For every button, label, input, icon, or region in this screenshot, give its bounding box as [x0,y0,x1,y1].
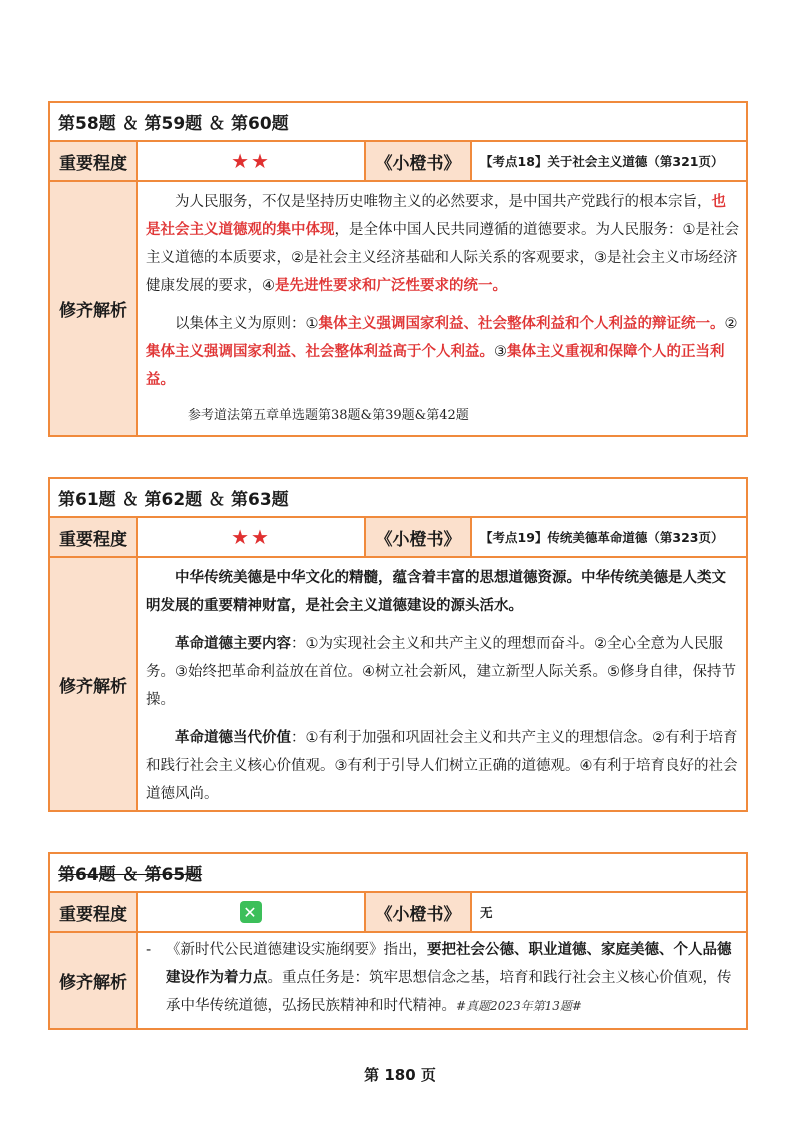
text-normal: ② [724,316,738,332]
book-reference: 【考点18】关于社会主义道德（第321页） [480,154,724,169]
book-label: 《小橙书》 [366,893,472,931]
text-normal: ③ [494,344,507,360]
importance-label: 重要程度 [50,518,138,556]
analysis-row [50,556,746,810]
card-title: 第61题 ＆ 第62题 ＆ 第63题 [58,490,289,510]
bullet-dash: - [146,942,152,958]
text-heading: 要把社会公德、职业道德、家庭美德、个人品德建设作为着力点 [166,942,732,986]
question-card-64-65 [48,852,748,1030]
analysis-paragraph: 中华传统美德是中华文化的精髓，蕴含着丰富的思想道德资源。中华传统美德是人类文明发展的重要精神财富，是社会主义道德建设的源头活水。 [146,570,726,614]
analysis-paragraph [166,936,740,1020]
analysis-label: 修齐解析 [50,933,138,1028]
text-normal: 。重点任务是：筑牢思想信念之基，培育和践行社会主义核心价值观，传承中华传统道德，弘扬民族精神和时代精神。 [166,970,732,1014]
text-heading: 革命道德主要内容 [175,636,291,652]
analysis-paragraph [146,630,740,714]
analysis-paragraph [146,310,740,394]
page-number: 第 180 页 [364,1066,436,1084]
text-normal: ：①有利于加强和巩固社会主义和共产主义的理想信念。②有利于培育和践行社会主义核心价值观。③有利于引导人们树立正确的道德观。④有利于培育良好的社会道德风尚。 [146,730,738,802]
book-label: 《小橙书》 [366,518,472,556]
cross-mark-icon: ✕ [240,901,262,923]
reference-note: 参考道法第五章单选题第38题&第39题&第42题 [188,408,469,423]
text-normal: ，是全体中国人民共同遵循的道德要求。为人民服务：①是社会主义道德的本质要求，②是社会主义经济基础和人际关系的客观要求，③是社会主义市场经济健康发展的要求，④ [146,222,739,294]
importance-label: 重要程度 [50,142,138,180]
analysis-content [138,933,746,1028]
card-title: 第58题 ＆ 第59题 ＆ 第60题 [58,114,289,134]
text-highlight: 是先进性要求和广泛性要求的统一。 [275,278,507,294]
importance-label: 重要程度 [50,893,138,931]
question-card-58-60 [48,101,748,437]
analysis-paragraph [146,724,740,808]
book-reference: 无 [480,905,493,920]
analysis-content [138,182,746,435]
text-normal: 以集体主义为原则：① [175,316,319,332]
book-reference: 【考点19】传统美德革命道德（第323页） [480,530,724,545]
exam-tag: #真题2023年第13题# [456,999,582,1013]
analysis-row [50,180,746,435]
text-highlight: 集体主义强调国家利益、社会整体利益和个人利益的辩证统一。 [318,316,725,332]
book-label: 《小橙书》 [366,142,472,180]
importance-status [138,893,366,931]
text-normal: 《新时代公民道德建设实施纲要》指出， [166,942,427,958]
meta-row [50,891,746,931]
text-highlight: 也是社会主义道德观的集中体现 [146,194,726,238]
text-highlight: 集体主义重视和保障个人的正当利益。 [146,344,725,388]
analysis-paragraph [146,188,740,300]
analysis-label: 修齐解析 [50,558,138,810]
analysis-row [50,931,746,1028]
analysis-label: 修齐解析 [50,182,138,435]
bullet-item [146,936,740,1020]
question-card-61-63 [48,477,748,812]
text-normal: 为人民服务，不仅是坚持历史唯物主义的必然要求，是中国共产党践行的根本宗旨， [175,194,712,210]
meta-row [50,140,746,180]
text-highlight: 集体主义强调国家利益、社会整体利益高于个人利益。 [146,344,494,360]
text-heading: 革命道德当代价值 [175,730,291,746]
text-normal: ：①为实现社会主义和共产主义的理想而奋斗。②全心全意为人民服务。③始终把革命利益放在首位。④树立社会新风，建立新型人际关系。⑤修身自律，保持节操。 [146,636,736,708]
card-title: 第64题 ＆ 第65题 [58,865,203,885]
importance-stars: ★★ [138,142,366,180]
meta-row [50,516,746,556]
analysis-content [138,558,746,810]
importance-stars: ★★ [138,518,366,556]
